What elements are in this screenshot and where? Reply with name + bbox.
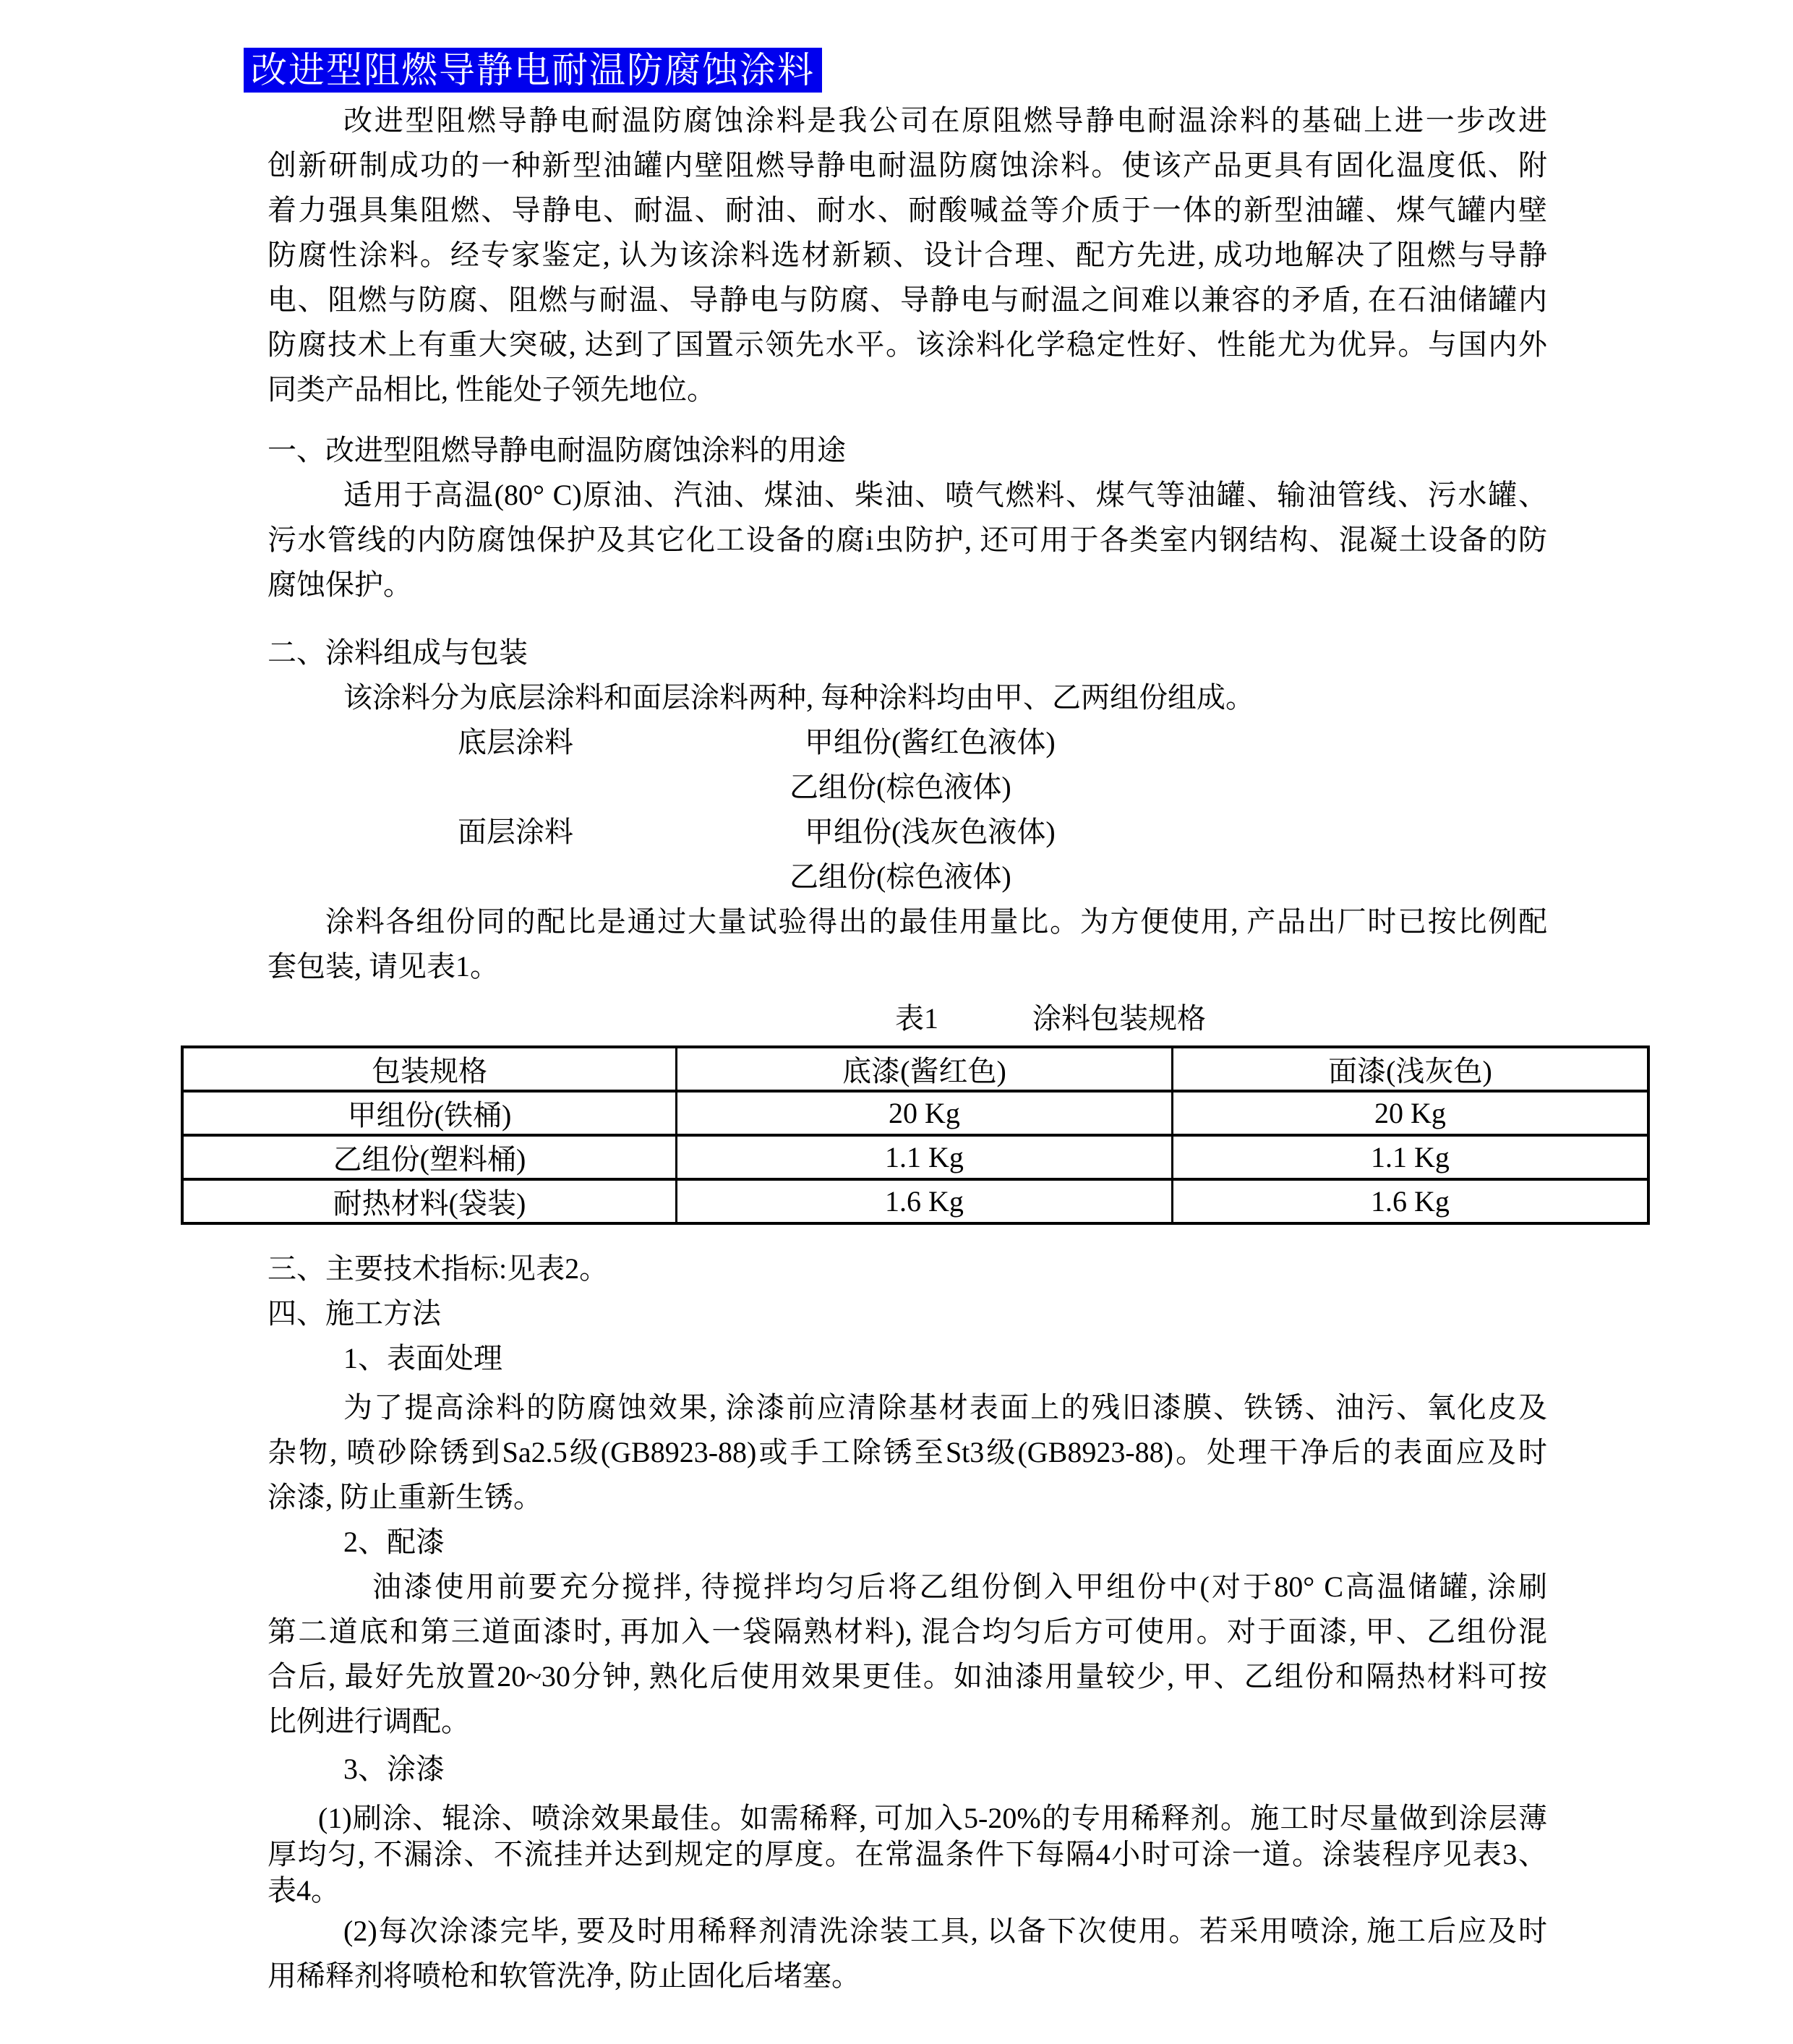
sub-2-heading: 2、配漆	[343, 1526, 445, 1558]
ratio-line: 套包装, 请见表1。	[268, 950, 499, 983]
table-cell: 1.1 Kg	[1173, 1135, 1649, 1179]
table-header-cell: 包装规格	[182, 1047, 677, 1091]
sub-1-line: 涂漆, 防止重新生锈。	[268, 1481, 542, 1513]
table-1-caption-title: 涂料包装规格	[1032, 1002, 1206, 1035]
table-1-caption	[268, 996, 1547, 1041]
sub-2-line: 比例进行调配。	[268, 1705, 470, 1737]
component-line	[268, 855, 1547, 899]
intro-line: 防腐性涂料。经专家鉴定, 认为该涂料选材新颖、设计合理、配方先进, 成功地解决了阻燃与导静	[268, 239, 1547, 271]
ratio-line: 涂料各组份同的配比是通过大量试验得出的最佳用量比。为方便使用, 产品出厂时已按比例配	[325, 905, 1547, 938]
component-line	[268, 810, 1547, 855]
sub-3-item2-line: 用稀释剂将喷枪和软管洗净, 防止固化后堵塞。	[268, 1959, 860, 1992]
table-cell: 耐热材料(袋装)	[182, 1179, 677, 1223]
sub-3-item2-line: (2)每次涂漆完毕, 要及时用稀释剂清洗涂装工具, 以备下次使用。若采用喷涂, 施工后应及时	[343, 1915, 1547, 1947]
section-1-line: 适用于高温(80° C)原油、汽油、煤油、柴油、喷气燃料、煤气等油罐、输油管线、污水罐、	[343, 479, 1547, 511]
packaging-spec-table	[181, 1045, 1650, 1225]
sub-3-item1-line: 厚均匀, 不漏涂、不流挂并达到规定的厚度。在常温条件下每隔4小时可涂一道。涂装程序见表3、	[268, 1838, 1547, 1870]
table-cell: 甲组份(铁桶)	[182, 1091, 677, 1135]
document-title: 改进型阻燃导静电耐温防腐蚀涂料	[244, 48, 822, 93]
sub-3-heading: 3、涂漆	[343, 1753, 445, 1785]
table-1-caption-label: 表1	[895, 1002, 938, 1035]
sub-1-line: 为了提高涂料的防腐蚀效果, 涂漆前应清除基材表面上的残旧漆膜、铁锈、油污、氧化皮及	[343, 1391, 1547, 1424]
intro-line: 着力强具集阻燃、导静电、耐温、耐油、耐水、耐酸喊益等介质于一体的新型油罐、煤气罐内壁	[268, 194, 1547, 226]
table-cell: 20 Kg	[1173, 1091, 1649, 1135]
sub-3-item1-line: 表4。	[268, 1874, 340, 1907]
table-cell: 1.6 Kg	[1173, 1179, 1649, 1223]
table-row	[182, 1091, 1648, 1135]
section-4-heading: 四、施工方法	[268, 1297, 441, 1330]
section-1-line: 污水管线的内防腐蚀保护及其它化工设备的腐i虫防护, 还可用于各类室内钢结构、混凝土设备的防	[268, 523, 1547, 556]
table-header-cell: 面漆(浅灰色)	[1173, 1047, 1649, 1091]
component-part-label: 乙组份(棕色液体)	[789, 860, 1011, 893]
component-part-label: 甲组份(浅灰色液体)	[805, 816, 1056, 848]
sub-2-line: 油漆使用前要充分搅拌, 待搅拌均匀后将乙组份倒入甲组份中(对于80° C高温储罐, 涂刷	[372, 1570, 1547, 1603]
section-3-heading: 三、主要技术指标:见表2。	[268, 1252, 609, 1285]
table-cell: 1.6 Kg	[677, 1179, 1173, 1223]
table-cell: 1.1 Kg	[677, 1135, 1173, 1179]
table-header-row	[182, 1047, 1648, 1091]
sub-2-line: 合后, 最好先放置20~30分钟, 熟化后使用效果更佳。如油漆用量较少, 甲、乙组份和隔热材料可按	[268, 1660, 1547, 1693]
section-1-line: 腐蚀保护。	[268, 568, 412, 601]
component-line	[268, 765, 1547, 810]
sub-1-line: 杂物, 喷砂除锈到Sa2.5级(GB8923-88)或手工除锈至St3级(GB8923-88)。处理干净后的表面应及时	[268, 1436, 1547, 1468]
sub-1-heading: 1、表面处理	[343, 1342, 502, 1374]
section-1-heading: 一、改进型阻燃导静电耐温防腐蚀涂料的用途	[268, 434, 846, 466]
intro-line: 创新研制成功的一种新型油罐内壁阻燃导静电耐温防腐蚀涂料。使该产品更具有固化温度低、附	[268, 149, 1547, 181]
intro-line: 同类产品相比, 性能处子领先地位。	[268, 373, 716, 406]
table-row	[182, 1135, 1648, 1179]
component-part-label: 乙组份(棕色液体)	[789, 771, 1011, 803]
section-2-heading: 二、涂料组成与包装	[268, 636, 528, 669]
table-cell: 乙组份(塑料桶)	[182, 1135, 677, 1179]
sub-2-line: 第二道底和第三道面漆时, 再加入一袋隔熟材料), 混合均匀后方可使用。对于面漆, 甲、乙组份混	[268, 1615, 1547, 1648]
section-2-intro: 该涂料分为底层涂料和面层涂料两种, 每种涂料均由甲、乙两组份组成。	[343, 681, 1254, 714]
intro-line: 改进型阻燃导静电耐温防腐蚀涂料是我公司在原阻燃导静电耐温涂料的基础上进一步改进	[343, 104, 1547, 137]
component-layer-label: 面层涂料	[458, 816, 573, 848]
intro-line: 防腐技术上有重大突破, 达到了国置示领先水平。该涂料化学稳定性好、性能尤为优异。与国内外	[268, 328, 1547, 361]
table-header-cell: 底漆(酱红色)	[677, 1047, 1173, 1091]
component-line	[268, 720, 1547, 765]
intro-line: 电、阻燃与防腐、阻燃与耐温、导静电与防腐、导静电与耐温之间难以兼容的矛盾, 在石油储罐内	[268, 283, 1547, 316]
component-part-label: 甲组份(酱红色液体)	[805, 726, 1056, 758]
document-page	[251, 0, 1547, 1998]
sub-3-item1-line: (1)刷涂、辊涂、喷涂效果最佳。如需稀释, 可加入5-20%的专用稀释剂。施工时尽量做到涂层薄	[318, 1802, 1547, 1834]
table-row	[182, 1179, 1648, 1223]
table-cell: 20 Kg	[677, 1091, 1173, 1135]
component-layer-label: 底层涂料	[458, 726, 573, 758]
